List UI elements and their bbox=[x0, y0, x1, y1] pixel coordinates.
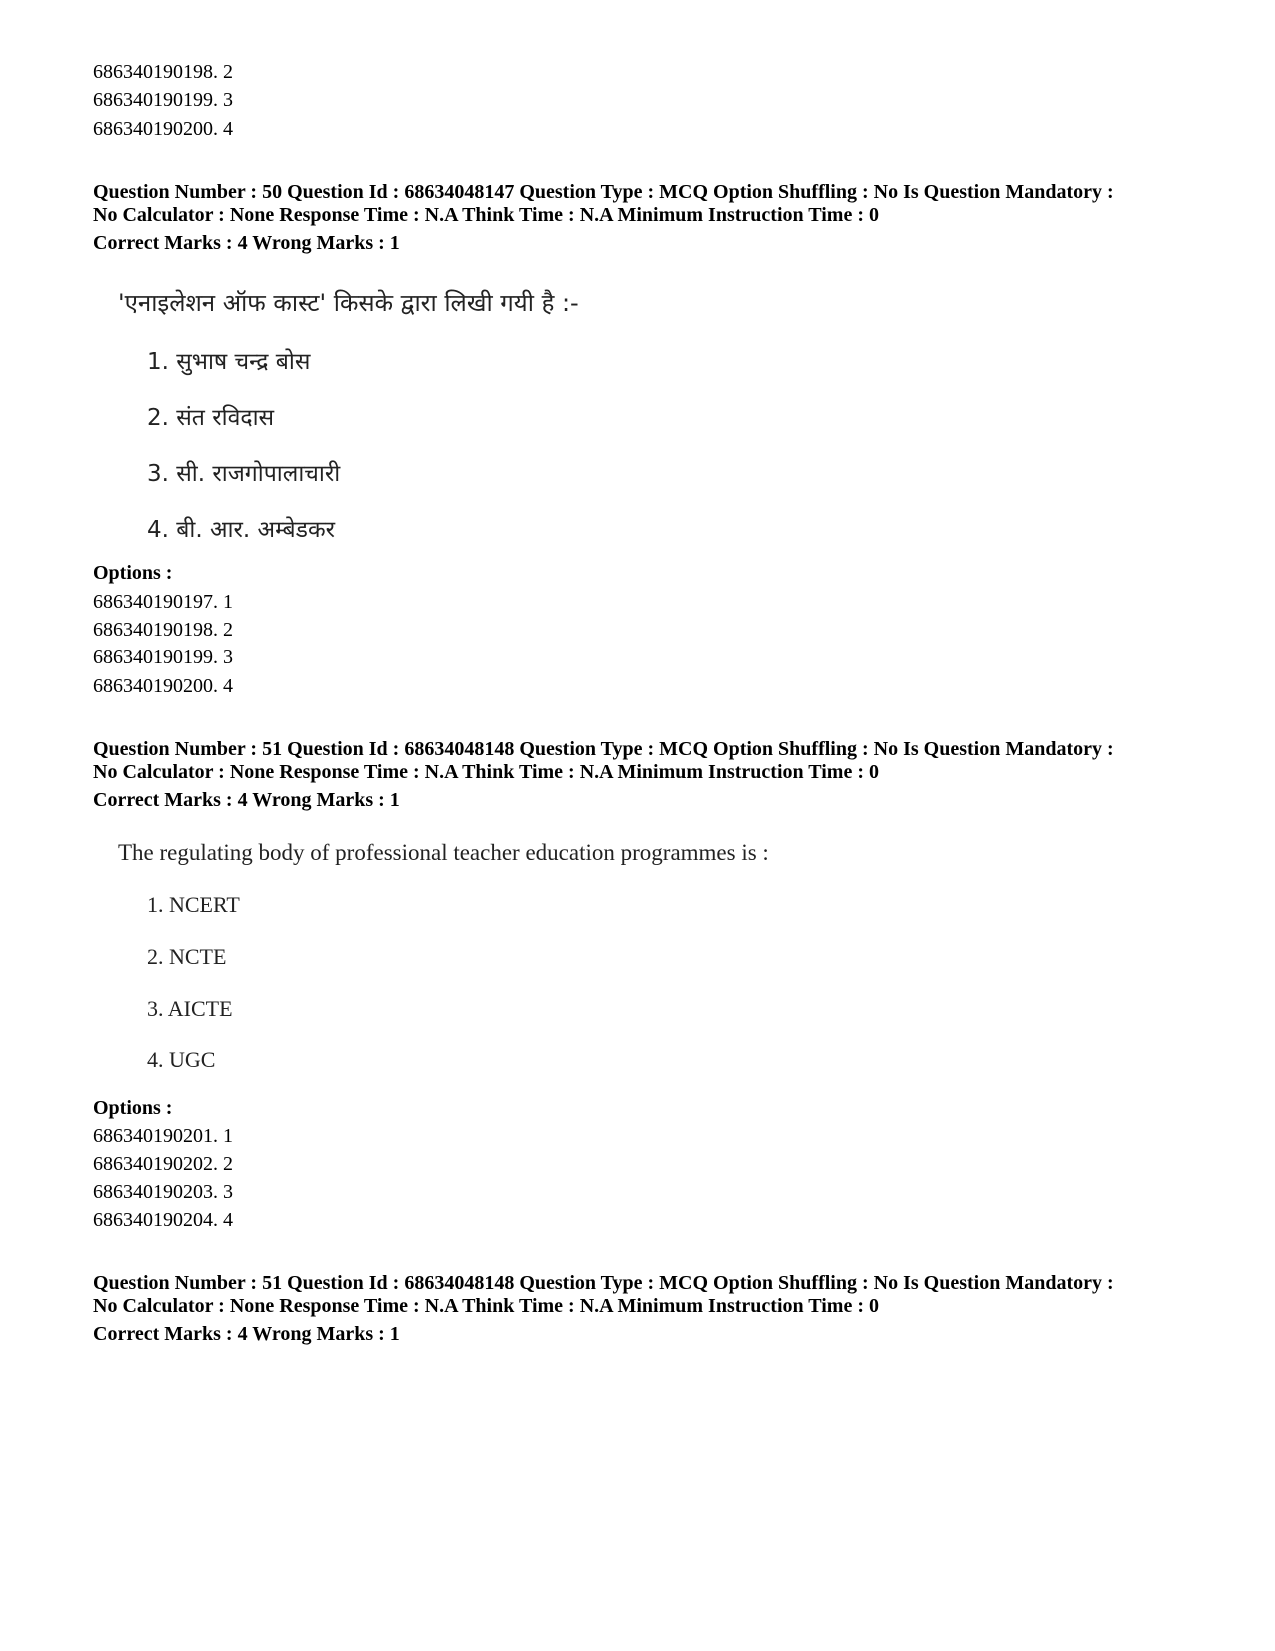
question-50-choice: 4. बी. आर. अम्बेडकर bbox=[147, 517, 336, 543]
question-51-repeat-header-line1: Question Number : 51 Question Id : 68634048148 Question Type : MCQ Option Shuffling : No Is Question Mandatory : bbox=[93, 1272, 1114, 1294]
option-line: 686340190200. 4 bbox=[93, 675, 233, 697]
question-50-marks: Correct Marks : 4 Wrong Marks : 1 bbox=[93, 232, 400, 254]
option-line: 686340190199. 3 bbox=[93, 89, 233, 111]
option-line: 686340190200. 4 bbox=[93, 118, 233, 140]
question-50-header-line1: Question Number : 50 Question Id : 68634048147 Question Type : MCQ Option Shuffling : No Is Question Mandatory : bbox=[93, 181, 1114, 203]
question-51-marks: Correct Marks : 4 Wrong Marks : 1 bbox=[93, 789, 400, 811]
option-line: 686340190198. 2 bbox=[93, 61, 233, 83]
question-50-choice: 1. सुभाष चन्द्र बोस bbox=[147, 349, 311, 375]
question-51-repeat-header-line2: No Calculator : None Response Time : N.A Think Time : N.A Minimum Instruction Time : 0 bbox=[93, 1295, 879, 1317]
question-51-choice: 2. NCTE bbox=[147, 944, 227, 969]
question-51-choice: 4. UGC bbox=[147, 1047, 216, 1072]
question-51-header-line2: No Calculator : None Response Time : N.A Think Time : N.A Minimum Instruction Time : 0 bbox=[93, 761, 879, 783]
option-line: 686340190201. 1 bbox=[93, 1125, 233, 1147]
question-51-choice: 1. NCERT bbox=[147, 892, 240, 917]
question-51-stem: The regulating body of professional teacher education programmes is : bbox=[118, 840, 769, 865]
option-line: 686340190198. 2 bbox=[93, 619, 233, 641]
option-line: 686340190199. 3 bbox=[93, 646, 233, 668]
question-51-options-label: Options : bbox=[93, 1097, 173, 1119]
question-51-repeat-marks: Correct Marks : 4 Wrong Marks : 1 bbox=[93, 1323, 400, 1345]
question-50-stem: 'एनाइलेशन ऑफ कास्ट' किसके द्वारा लिखी गयी है :- bbox=[118, 289, 579, 317]
question-50-choice: 2. संत रविदास bbox=[147, 405, 275, 431]
question-50-choice: 3. सी. राजगोपालाचारी bbox=[147, 461, 341, 487]
option-line: 686340190204. 4 bbox=[93, 1209, 233, 1231]
question-50-header-line2: No Calculator : None Response Time : N.A Think Time : N.A Minimum Instruction Time : 0 bbox=[93, 204, 879, 226]
question-50-options-label: Options : bbox=[93, 562, 173, 584]
question-51-header-line1: Question Number : 51 Question Id : 68634048148 Question Type : MCQ Option Shuffling : No Is Question Mandatory : bbox=[93, 738, 1114, 760]
option-line: 686340190197. 1 bbox=[93, 591, 233, 613]
question-51-choice: 3. AICTE bbox=[147, 996, 233, 1021]
option-line: 686340190203. 3 bbox=[93, 1181, 233, 1203]
option-line: 686340190202. 2 bbox=[93, 1153, 233, 1175]
